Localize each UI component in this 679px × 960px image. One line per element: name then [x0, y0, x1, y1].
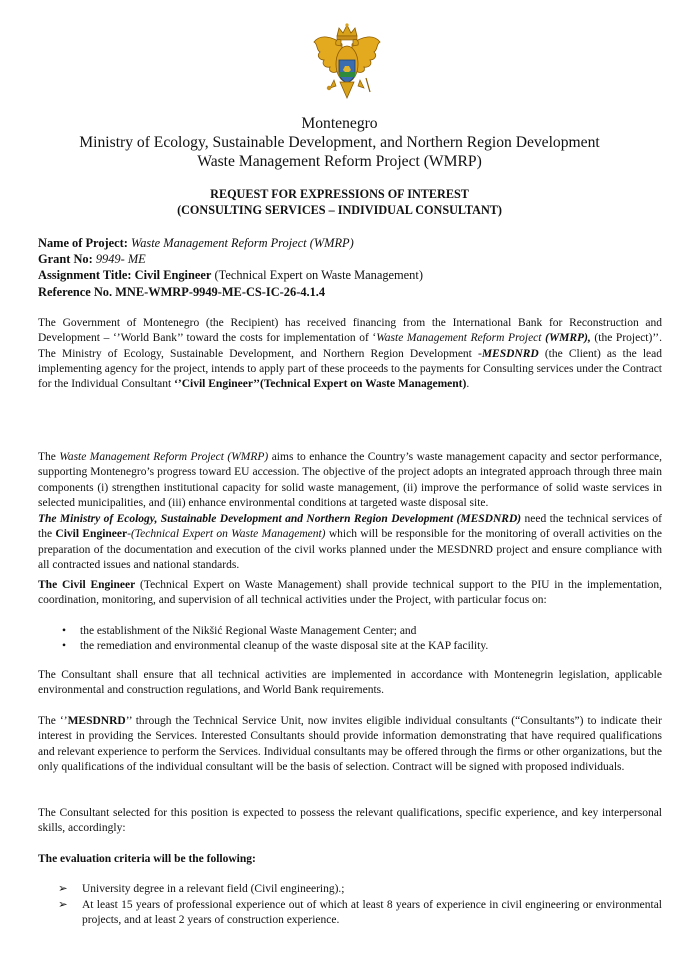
p1-text: The Government of Montenegro (the Recipient) has received financing from the International Bank for Reconstruction and Development – ‘’World Bank’’ toward the costs for implementation of ‘	[38, 317, 662, 345]
assignment-title: Civil Engineer	[134, 268, 212, 282]
bullet-icon: •	[62, 625, 67, 637]
project-objective-paragraph	[38, 450, 662, 511]
p4-position: The Civil Engineer	[38, 579, 136, 591]
bullet-text: the remediation and environmental cleanup of the waste disposal site at the KAP facility.	[80, 640, 489, 652]
reference-label: Reference No.	[38, 285, 113, 299]
reference-value: MNE-WMRP-9949-ME-CS-IC-26-4.1.4	[115, 285, 326, 299]
header-country: Montenegro	[301, 115, 378, 132]
assignment-line	[38, 267, 423, 283]
p1-client: MESDNRD	[481, 347, 539, 360]
p1-project: Waste Management Reform Project	[376, 332, 546, 345]
p1-acronym: (WMRP),	[545, 332, 591, 345]
montenegro-coat-of-arms-icon	[312, 22, 382, 110]
p4-text: (Technical Expert on Waste Management) shall provide technical support to the PIU in the implementation, coordination, monitoring, and supervision of all technical activities under the Project, with particular focus on:	[38, 579, 662, 607]
p1-position: ‘’Civil Engineer’’(Technical Expert on Waste Management)	[174, 378, 467, 391]
criteria-text: At least 15 years of professional experience out of which at least 8 years of experience in civil engineering or environmental projects, and at least 2 years of construction experience.	[82, 899, 662, 926]
p2-text: aims to enhance the Country’s waste management capacity and sector performance, supporting Montenegro’s progress toward EU accession. The objective of the project adopts an integrated approach through three main components (i) strengthen institutional capacity for solid waste management, (ii) improve the performance of solid waste services in selected municipalities, and (iii) enhance environmental conditions at targeted waste disposal site.	[38, 451, 662, 509]
p3-position: Civil Engineer	[55, 528, 128, 541]
services-need-paragraph	[38, 512, 662, 573]
p1-text: (the Project)’’. The Ministry of Ecology, Sustainable Development, and Northern Region Development -	[38, 332, 663, 360]
p2-text: The	[38, 451, 60, 463]
document-subtitle: (CONSULTING SERVICES – INDIVIDUAL CONSULTANT)	[177, 203, 502, 217]
role-paragraph	[38, 578, 662, 609]
reference-line	[38, 284, 325, 300]
qualifications-paragraph: The Consultant selected for this position is expected to possess the relevant qualifications, specific experience, and key interpersonal skills, accordingly:	[38, 807, 662, 835]
p1-text: .	[466, 378, 470, 391]
compliance-paragraph: The Consultant shall ensure that all technical activities are implemented in accordance with Montenegrin legislation, applicable environmental and construction regulations, and World Bank requirements.	[38, 669, 662, 697]
p3-ministry: The Ministry of Ecology, Sustainable Development and Northern Region Development (MESDNRD)	[38, 513, 522, 525]
header-project: Waste Management Reform Project (WMRP)	[197, 153, 482, 170]
assignment-subtitle: (Technical Expert on Waste Management)	[211, 268, 423, 282]
grant-label: Grant No:	[38, 252, 93, 266]
list-item	[58, 898, 662, 928]
grant-value: 9949- ME	[95, 252, 146, 266]
invitation-paragraph	[38, 714, 662, 775]
bullet-icon: •	[62, 640, 67, 652]
p6-text: ’’ through the Technical Service Unit, now invites eligible individual consultants (“Consultants”) to indicate their interest in providing the Services. Interested Consultants should provide information demonstrating that have required qualifications and relevant experience to perform the Services. Individual consultants may be offered through the firms or other organizations, but the only qualifications of the individual consultant will be the basis of selection. Contract will be signed with proposed individuals.	[38, 715, 662, 773]
assignment-label: Assignment Title:	[38, 268, 132, 282]
list-item	[62, 624, 416, 639]
p3-text: need the technical services of the	[38, 513, 662, 541]
project-name-label: Name of Project:	[38, 236, 128, 250]
list-item	[58, 882, 662, 897]
criteria-text: University degree in a relevant field (Civil engineering).;	[82, 883, 345, 895]
p3-text: which will be responsible for the monitoring of overall activities on the preparation of the documentation and execution of the civil works planned under the MESDNRD project and ensure compliance with all contracted issues and national standards.	[38, 528, 662, 571]
evaluation-heading: The evaluation criteria will be the following:	[38, 853, 256, 865]
p3-position-desc: -(Technical Expert on Waste Management)	[127, 528, 326, 541]
p1-text: (the Client) as the lead implementing agency for the project, intends to apply part of these proceeds to the payments for Consulting services under the Contract for the Individual Consultant	[38, 347, 662, 391]
arrow-bullet-icon: ➢	[58, 899, 68, 911]
grant-line	[38, 251, 146, 267]
document-title: REQUEST FOR EXPRESSIONS OF INTEREST	[210, 187, 469, 201]
project-name-value: Waste Management Reform Project (WMRP)	[131, 236, 354, 250]
p6-client: MESDNRD	[67, 715, 126, 727]
project-name-line	[38, 235, 354, 251]
bullet-text: the establishment of the Nikšić Regional Waste Management Center; and	[80, 625, 417, 637]
header-ministry: Ministry of Ecology, Sustainable Development, and Northern Region Development	[79, 134, 600, 151]
arrow-bullet-icon: ➢	[58, 883, 68, 895]
p2-project: Waste Management Reform Project (WMRP)	[59, 451, 269, 463]
p6-text: The ‘’	[38, 715, 68, 727]
list-item	[62, 639, 488, 654]
financing-paragraph	[38, 316, 662, 392]
